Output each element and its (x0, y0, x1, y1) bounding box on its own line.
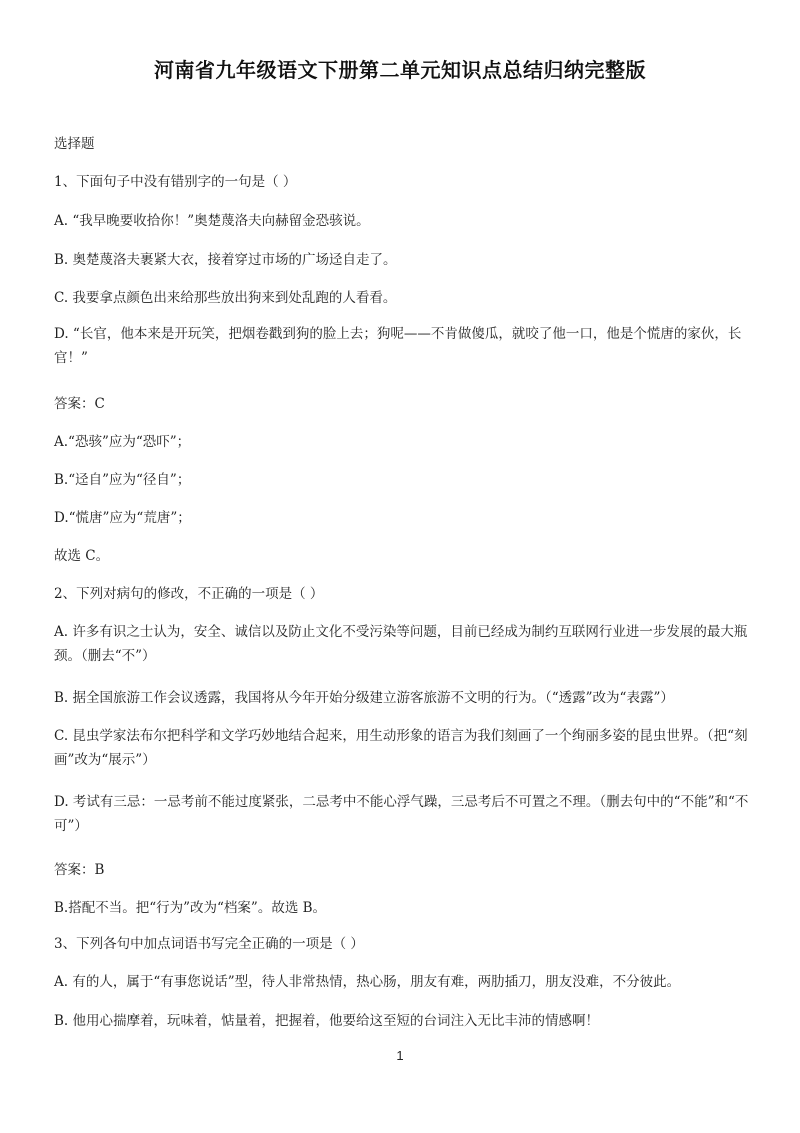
q3-stem: 3、下列各句中加点词语书写完全正确的一项是（ ） (54, 936, 364, 952)
q1-explain-d: D.“慌唐”应为“荒唐”； (54, 510, 191, 526)
q1-option-a: A. “我早晚要收拾你！”奥楚蔑洛夫向赫留金恐骇说。 (54, 213, 370, 229)
q1-answer: 答案：C (54, 396, 105, 412)
q2-option-c: C. 昆虫学家法布尔把科学和文学巧妙地结合起来，用生动形象的语言为我们刻画了一个绚丽多姿的昆虫世界。（把“刻画”改为“展示”） (54, 728, 748, 768)
q2-explain: B.搭配不当。把“行为”改为“档案”。故选 B。 (54, 900, 327, 916)
q2-option-a: A. 许多有识之士认为，安全、诚信以及防止文化不受污染等问题，目前已经成为制约互联网行业进一步发展的最大瓶颈。（删去“不”） (54, 624, 748, 664)
section-label: 选择题 (54, 136, 95, 152)
q1-conclusion: 故选 C。 (54, 548, 110, 564)
q2-answer: 答案：B (54, 862, 105, 878)
q2-option-b: B. 据全国旅游工作会议透露，我国将从今年开始分级建立游客旅游不文明的行为。（“透露”改为“表露”） (54, 690, 674, 706)
q3-option-a: A. 有的人，属于“有事您说话”型，待人非常热情，热心肠，朋友有难，两肋插刀，朋友没难，不分彼此。 (54, 974, 681, 990)
q2-option-d: D. 考试有三忌：一忌考前不能过度紧张，二忌考中不能心浮气躁，三忌考后不可置之不理。（删去句中的“不能”和“不可”） (54, 794, 749, 834)
q1-stem: 1、下面句子中没有错别字的一句是（ ） (54, 174, 297, 190)
q1-option-c: C. 我要拿点颜色出来给那些放出狗来到处乱跑的人看看。 (54, 290, 397, 306)
q1-explain-a: A.“恐骇”应为“恐吓”； (54, 434, 191, 450)
q1-option-d: D. “长官，他本来是开玩笑，把烟卷戳到狗的脸上去；狗呢——不肯做傻瓜，就咬了他一口，他是个慌唐的家伙，长官！” (54, 326, 742, 366)
q3-option-b: B. 他用心揣摩着，玩味着，惦量着，把握着，他要给这至短的台词注入无比丰沛的情感啊！ (54, 1013, 600, 1029)
q2-stem: 2、下列对病句的修改，不正确的一项是（ ） (54, 586, 324, 602)
q1-option-b: B. 奥楚蔑洛夫裹紧大衣，接着穿过市场的广场迳自走了。 (54, 252, 397, 268)
page-number: 1 (396, 1048, 404, 1063)
q1-explain-b: B.“迳自”应为“径自”； (54, 472, 191, 488)
document-title: 河南省九年级语文下册第二单元知识点总结归纳完整版 (154, 58, 646, 82)
